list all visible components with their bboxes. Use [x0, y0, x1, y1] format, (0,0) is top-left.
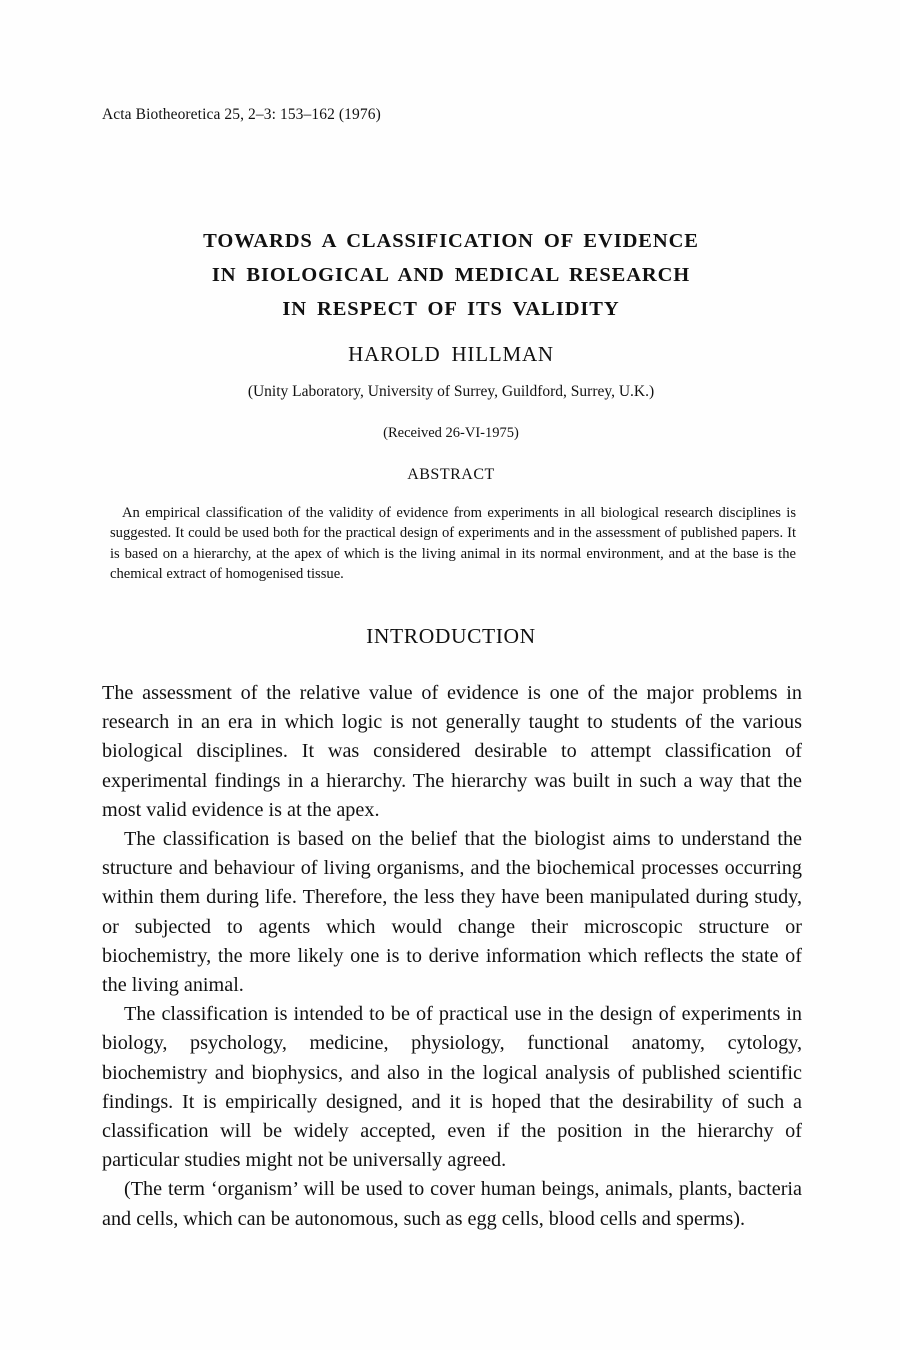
paper-title-line-3: IN RESPECT OF ITS VALIDITY — [282, 298, 620, 320]
author-name: HAROLD HILLMAN — [348, 342, 554, 366]
received-date: (Received 26-VI-1975) — [383, 425, 519, 441]
title-block — [102, 224, 800, 444]
section-heading-introduction: INTRODUCTION — [366, 624, 536, 648]
paragraph: The assessment of the relative value of evidence is one of the major problems in research in an era in which logic is not generally taught to students of the various biological disciplines. It was considered desirable to attempt classification of experimental findings in a hierarchy. The hierarchy was built in such a way that the most valid evidence is at the apex. — [102, 682, 802, 821]
author-affiliation: (Unity Laboratory, University of Surrey, Guildford, Surrey, U.K.) — [247, 383, 655, 400]
running-head: Acta Biotheoretica 25, 2–3: 153–162 (1976) — [102, 106, 381, 123]
abstract-heading: ABSTRACT — [407, 466, 495, 483]
paragraph: The classification is based on the belief that the biologist aims to understand the structure and behaviour of living organisms, and the biochemical processes occurring within them during life. Therefore, the less they have been manipulated during study, or subjected to agents which would change their microscopic structure or biochemistry, the more likely one is to derive information which reflects the state of the living animal. — [102, 828, 802, 997]
abstract-body: An empirical classification of the validity of evidence from experiments in all biological research disciplines is suggested. It could be used both for the practical design of experiments and in the assessment of published papers. It is based on a hierarchy, at the apex of which is the living animal in its normal environment, and at the base is the chemical extract of homogenised tissue. — [110, 505, 796, 582]
paper-title-line-1: TOWARDS A CLASSIFICATION OF EVIDENCE — [203, 230, 699, 252]
introduction-body — [102, 679, 802, 1234]
paper-title-line-2: IN BIOLOGICAL AND MEDICAL RESEARCH — [211, 264, 691, 286]
paragraph: (The term ‘organism’ will be used to cover human beings, animals, plants, bacteria and cells, which can be autonomous, such as egg cells, blood cells and sperms). — [102, 1178, 802, 1230]
paragraph: The classification is intended to be of practical use in the design of experiments in biology, psychology, medicine, physiology, functional anatomy, cytology, biochemistry and biophysics, and also in the logical analysis of published scientific findings. It is empirically designed, and it is hoped that the desirability of such a classification will be widely accepted, even if the position in the hierarchy of particular studies might not be universally agreed. — [102, 1003, 802, 1172]
